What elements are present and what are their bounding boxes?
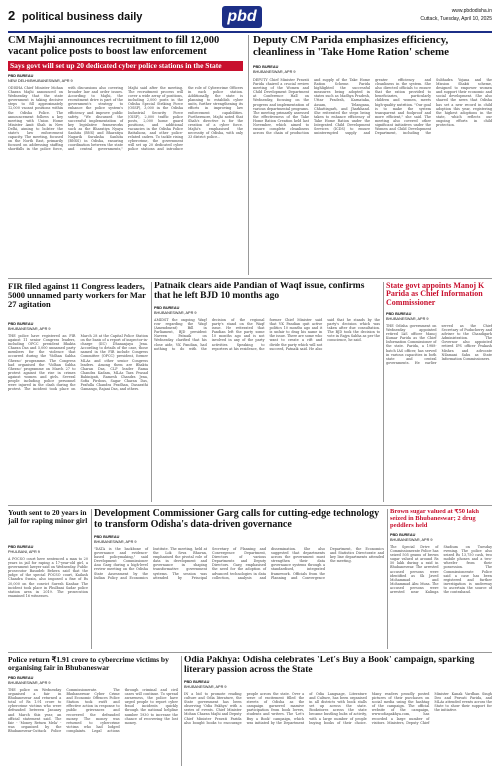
lead-article — [8, 35, 243, 275]
deputy-cm-body: DEPUTY Chief Minister Pravati Parida chaired a crucial review meeting of the Women and Child Development Department at Conference Hall on Wednesday, focusing on the progress and implementation of various departmental programs. The meeting primarily assessed the effectiveness of the Take Home Ration Creation held last November, which aimed to ensure complete cleanliness across the chain of production and supply of the Take Home Ration Scheme. Parida highlighted the successful measures being adopted in states such as Madhya Pradesh, Uttar Pradesh, Karnataka, Assam, Telangana, Chhattisgarh, and Jharkhand. She reiterated the steps being taken to enhance efficiency of Take Home Ration under the Integrated Child Development Services (ICDS) to ensure uninterrupted supply and greater efficiency and cleanliness in the system. She also directed officials to ensure that the ration provided to beneficiaries, particularly children and women, meets high-quality nutrition. "Our goal is to make the system transparent and foolproof and more efficient," she said. The meeting also covered other significant initiatives under the Women and Child Development Department, including the Subhadra Yojana and the Mission Shakti scheme, designed to empower women and support their economic and social development. She also shared the news that Odisha has set a new record in child adoption this year, registering the highest adoptions in the state, which reflects our ongoing efforts in child protection. — [253, 78, 492, 136]
deputy-cm-article — [253, 35, 492, 275]
odia-pakhya-byline: PBD BUREAU — [184, 680, 210, 684]
column-divider — [387, 509, 388, 649]
odia-pakhya-headline: Odia Pakhya: Odisha celebrates 'Let's Buy a Book' campaign, sparking literary passion across the State — [184, 656, 475, 675]
lead-headline: CM Majhi announces recruitment to fill 12,000 vacant police posts to boost law enforcement — [8, 35, 220, 58]
youth-byline: PBD BUREAU — [8, 545, 34, 549]
odia-pakhya-dateline: BHUBANESWAR, APR 9 — [184, 685, 227, 689]
youth-headline: Youth sent to 20 years in jail for raping minor girl — [8, 509, 88, 525]
column-divider — [181, 656, 182, 766]
column-divider — [383, 282, 384, 502]
police-return-dateline: BHUBANESWAR, APR 9 — [8, 681, 51, 685]
patnaik-article — [154, 282, 380, 502]
patnaik-byline: PBD BUREAU — [154, 306, 180, 310]
brown-sugar-byline: PBD BUREAU — [390, 533, 416, 537]
youth-article — [8, 509, 88, 649]
column-divider — [248, 35, 249, 275]
section-divider — [8, 278, 492, 279]
garg-byline: PBD BUREAU — [94, 535, 120, 539]
masthead-rule — [8, 31, 492, 33]
state-govt-headline: State govt appoints Manoj K Parida as Chief Information Commissioner — [386, 282, 485, 307]
police-return-byline: PBD BUREAU — [8, 676, 34, 680]
state-govt-body: THE Odisha government on Wednesday appointed retired IAS officer Manoj Kumar Parida as the Chief Information Commissioner of the state. Parida, a 1988-batch IAS officer, has served in various capacities in both state and central governments. He earlier served as the Chief Secretary of Puducherry and adviser to the Chandigarh Administration. The Governor also appointed retired IPS officer Prakash Mishra and advocate Nilamani Sahu as State Information Commissioners. — [386, 324, 492, 365]
brown-sugar-article — [390, 509, 492, 649]
deputy-cm-byline: PBD BUREAU — [253, 65, 279, 69]
lead-byline: PBD BUREAU — [8, 74, 34, 78]
state-govt-article — [386, 282, 492, 502]
garg-dateline: BHUBANESWAR, APR 9 — [94, 540, 137, 544]
youth-dateline: PHULBANI, APR 9 — [8, 550, 40, 554]
garg-headline: Development Commissioner Garg calls for cutting-edge technology to transform Odisha's data-driven governance — [94, 509, 380, 530]
police-return-headline: Police return ₹1.91 crore to cybercrime victims by organising fair in Bhubaneswar — [8, 656, 169, 672]
fir-body: THE police have registered an FIR against 11 senior Congress leaders, including OPCC president Bhakta Charan Das and 5,000 unnamed party members for the violence that occurred during the 'Vidhan Sabha Gherao' programme. The Congress had organised the 'Vidhan Sabha Gherao' programme on March 27 to protest against the rise in crimes against women and girls. Several people including police personnel were injured in the clash during the protest. The incident took place on March 28 at the Capital Police Station on the basis of a report of inspector-in-charge (IIC) Dhananjaya Jena. According to details of the case, those named in the FIR include Congress Committee (OPCC) president, former MLAs and other senior Congress leaders. Among them are Bhakta Charan Das, CLP leader Rama Chandra Kadam, MLAs Tara Prasad Bahinipati, Ramesh Chandra Jena, Sofia Firdous, Sagar Charan Das, Prafulla Chandra Pradhan, Dasarathi Gamango, Rajani Das, and others. — [8, 334, 148, 392]
date-line: Cuttack, Tuesday, April 10, 2025 — [420, 16, 492, 22]
patnaik-headline: Patnaik clears aide Pandian of Waqf issue, confirms that he left BJD 10 months ago — [154, 282, 365, 301]
lead-dateline: NEW DELHI/BHUBANESWAR, APR 9 — [8, 79, 73, 83]
lead-body: ODISHA Chief Minister Mohan Charan Majhi announced on Wednesday that the state government is taking decisive steps to fill approximately 12,000 vacant positions within the Odisha Police. The announcement follows a key meeting with Union Home Minister Amit Shah in New Delhi, aiming to bolster the state's law enforcement capacity. The meeting, focused on the North East, primarily focused on addressing staffing shortfalls in the police force, with discussions also covering broader law and order issues. According to Majhi, the recruitment drive is part of the government's strategy to enhance the police system's efficiency and improve public safety. "We discussed the successful implementation of key legislative frameworks such as the Bharatiya Nyaya Sanhita (BNS) and Bharatiya Nagarik Suraksha Sanhita (BNSS) in Odisha, ensuring coordination between the state and central governments," Majhi said after the meeting. The recruitment process will cover a wide array of positions, including 2,000 posts in the Odisha Special Striking Force (OSSF), 3,000 in the Odisha Industrial Security Force (OISF), 2,000 traffic police posts, 2,000 home guard positions, and additional vacancies in the Odisha Police Battalions, and other police-related cadres. To tackle rising cybercrime, the government will set up 20 dedicated cyber police stations and introduce the role of Cybercrime Officers in each police station. Additionally, the state is planning to establish cyber units, further strengthening its efforts in improving law enforcement capabilities. Furthermore, Majhi noted that Shah's directive is for the creation of a cyber force. Majhi's emphasised the necessity of Odisha, with only 33 district police... — [8, 86, 243, 152]
pbd-logo: pbd — [222, 6, 262, 28]
section-divider — [8, 652, 492, 653]
deputy-cm-headline: Deputy CM Parida emphasizes efficiency, cleanliness in 'Take Home Ration' scheme — [253, 35, 450, 58]
patnaik-dateline: BHUBANESWAR, APR 9 — [154, 311, 197, 315]
column-divider — [91, 509, 92, 649]
garg-body: "DATA is the backbone of governance and evidence-based policymaking," said Development Commissioner Anu Garg during a high-level review meeting on the Odisha State Assessment by the Indian Policy and Economics Institute. The meeting, held at the Lok Seva Bhavan, emphasised the pivotal role of data in development and governance in shaping transformative government systems. The session was attended by Principal Secretary of Planning and Convergence Department, Directors of various Departments and Deputy Directors. Garg emphasised the need for the adoption of advanced technologies in data collection, analysis and dissemination. She also suggested that departments across the government must strengthen their data governance systems through a standardised, integrated framework. Officials from the Planning and Convergence Department, the Economics and Statistics Directorate and key line departments attended the meeting. — [94, 547, 384, 580]
odia-pakhya-article — [184, 656, 492, 766]
fir-byline: PBD BUREAU — [8, 322, 34, 326]
garg-article — [94, 509, 384, 649]
fir-article — [8, 282, 148, 502]
patnaik-body: AMIDST the ongoing Waqf row regarding the Waqf (Amendment) Bill in Parliament, BJD president Naveen Patnaik on Wednesday clarified that his close aide, VK Pandian, had nothing to do with the decision of the regional party's stand on the Waqf issue. He reiterated that Pandian left the party some 10 months ago and is not involved in any of the party activities. Speaking to reporters at his residence, the former Chief Minister said that VK Pandian quit active politics 10 months ago and it is unfair to drag his name in the issue. There are some who want to create a rift and divide the party which will not succeed, Patnaik said. He also said that he stands by the party's decision which was taken after due consultation. The BJD took the decision to vote in Rajya Sabha as per the conscience, he said. — [154, 318, 380, 351]
lead-subhead: Says govt will set up 20 dedicated cyber police stations in the State — [8, 61, 243, 71]
state-govt-byline: PBD BUREAU — [386, 312, 412, 316]
police-return-article — [8, 656, 178, 766]
youth-body: A POCSO court here sentenced a man to 20 years in jail for raping a 17-year-old girl, a government lawyer said on Wednesday. Public prosecutor Basudeb Behera said that the judge of the special POCSO court, Kailash Chandra Swain, also imposed a fine of Rs 20,000 on the convict Suresh Kanhar. The incident took place in Phulbani Sadar police station area in 2019. The prosecution examined 16 witnesses. — [8, 557, 88, 598]
state-govt-dateline: BHUBANESWAR, APR 9 — [386, 317, 429, 321]
deputy-cm-dateline: BHUBANESWAR, APR 9 — [253, 70, 296, 74]
fir-dateline: BHUBANESWAR, APR 9 — [8, 327, 51, 331]
brown-sugar-dateline: BHUBANESWAR, APR 9 — [390, 538, 433, 542]
brown-sugar-headline: Brown sugar valued at ₹50 lakh seized in Bhubaneswar; 2 drug peddlers held — [390, 509, 479, 529]
police-return-body: THE police on Wednesday organised a fair in Bhubaneswar and returned a total of Rs 1.91 crore to cybercrime victims who were defrauded between January and March this year, an official statement said. The fair - 'Money Return Mela' - was organised by the Bhubaneswar-Cuttack Police Commissionerate. The Bhubaneswar Cyber Crime and Economic Offences Police Station took swift and effective action in response to public grievances and recovered the defrauded money. The money was returned to cybercrime victims who had lodged complaints. Legal actions through criminal and civil cases will continue. To spread awareness, the police have urged people to report cyber fraud incidents quickly through the national helpline number 1930 to increase the chance of recovering the lost money. — [8, 688, 178, 733]
column-divider — [151, 282, 152, 502]
fir-headline: FIR filed against 11 Congress leaders, 5000 unnamed party workers for Mar 27 agitation — [8, 282, 146, 309]
brown-sugar-body: The Special Drive of Commissionerate Police has seized 505 grams of brown sugar valued at around Rs 50 lakh during a raid in Bhubaneswar. The arrested accused persons were identified as Sk Javed Mohammad and Mohammad Abu Musa. The accused persons were arrested near Kalinga Stadium on Tuesday evening. The police also seized Rs 13,750 cash, two mobile phones and a two-wheeler from their possession. The Commissionerate Police said a case has been registered and further investigation is underway to ascertain the source of the contraband. — [390, 545, 492, 595]
page-number: 2 — [8, 8, 16, 22]
site-url: www.pbdodisha.in — [451, 8, 492, 14]
brand-name: political business daily — [22, 11, 143, 23]
odia-pakhya-body: IN a bid to promote reading culture and Odia literature, the State government has been observing 'Odia Pakhya' with a series of events. Chief Minister Mohan Charan Majhi and Deputy Chief Minister Pravati Parida also bought books to encourage people across the state. Over a wave of excitement filled the streets of Odisha as the campaign garnered massive participation from book lovers, students and writers. The 'Let's Buy a Book' campaign, which was initiated by the Department of Odia Language, Literature and Culture, has been organised in all districts with book stalls set up across the state. Bookstores across the state became bustling hubs of activity, with a large number of people buying books of their choice. Many readers proudly posted pictures of their purchases on social media using the hashtag of the campaign. The official website of the campaign, www.odiapakhya.com, has recorded a large number of visitors. Ministers, Deputy Chief Minister Kanak Vardhan Singh Deo and Pravati Parida, and MLAs attended events across the State to show their support for the initiative. — [184, 692, 492, 725]
section-divider — [8, 505, 492, 506]
masthead — [8, 6, 492, 30]
